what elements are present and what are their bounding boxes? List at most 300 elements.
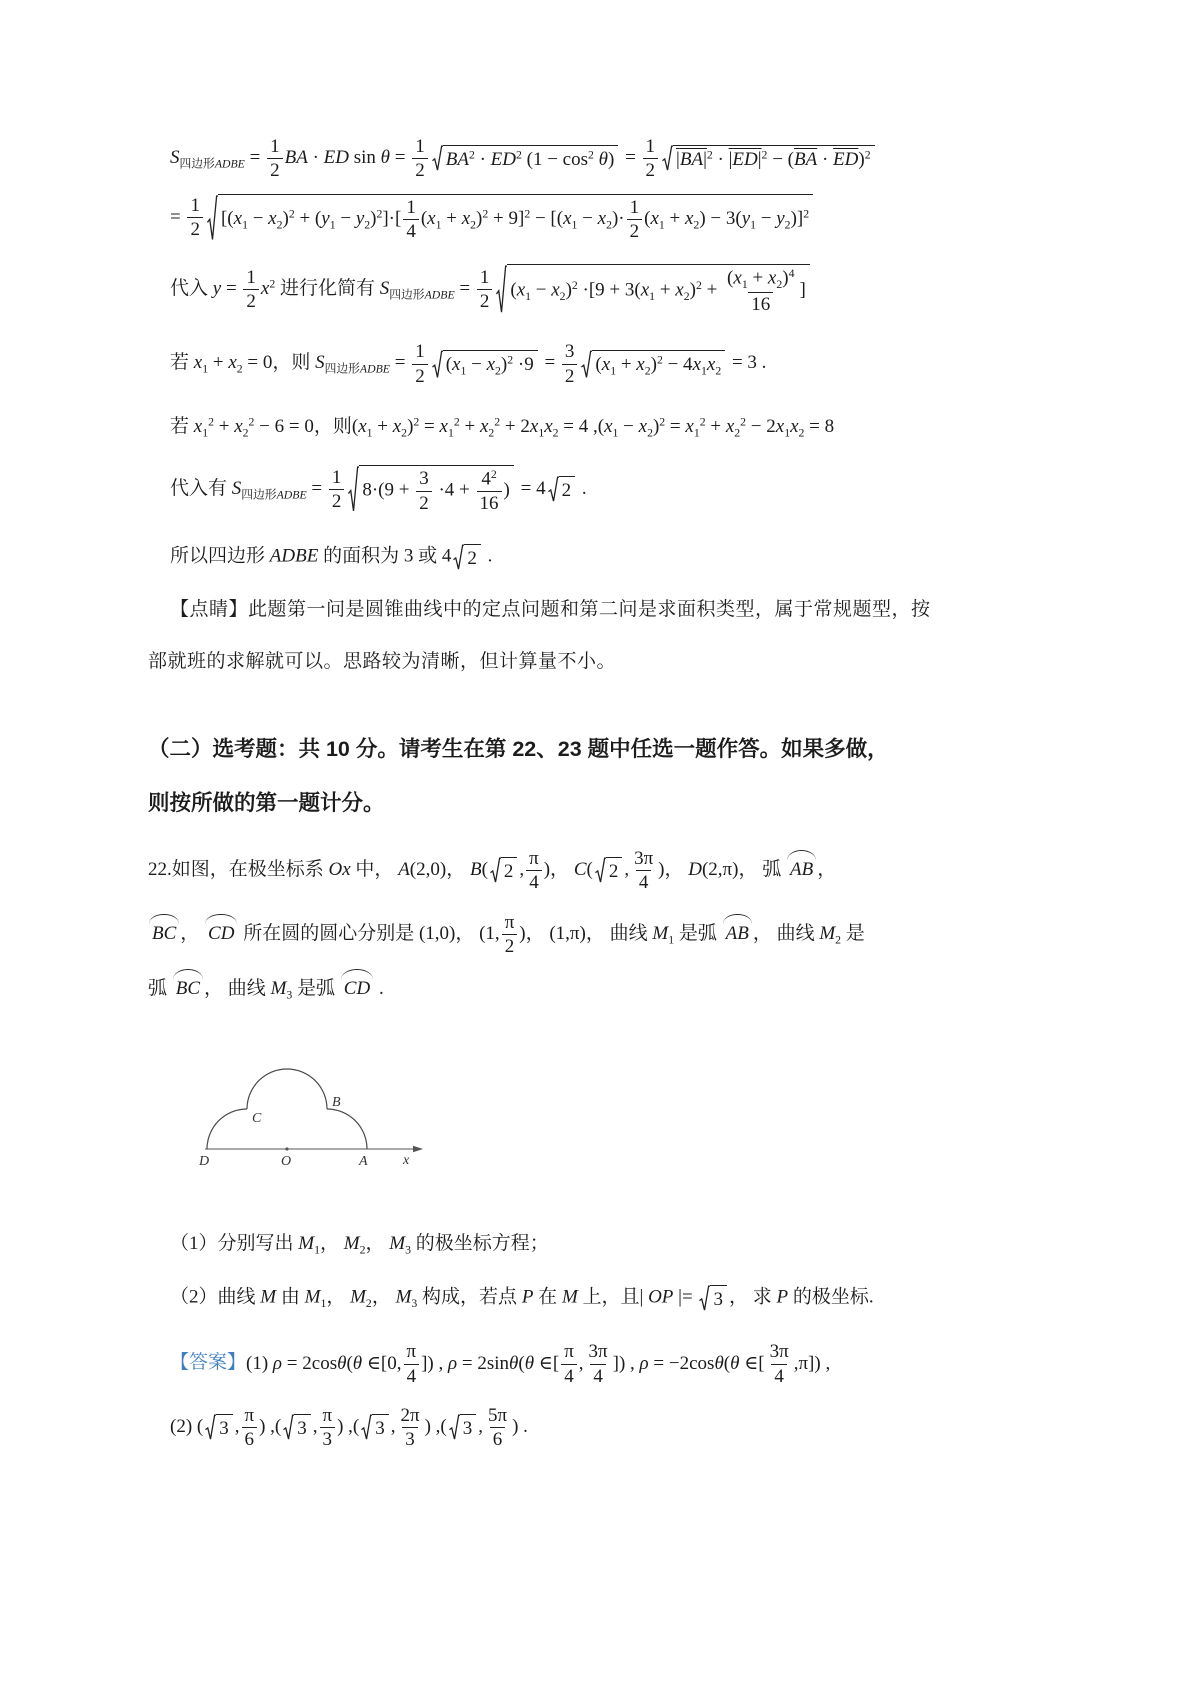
math-text: −: [618, 415, 639, 437]
formula-area-expansion-1: [170, 136, 1080, 182]
math-superscript: 2: [695, 279, 702, 293]
math-var: P: [776, 1286, 789, 1308]
math-text: = 2cos: [282, 1352, 338, 1374]
math-superscript: 2: [515, 148, 522, 162]
math-var: BA: [284, 147, 308, 169]
arc-m3-cd: [207, 1109, 247, 1149]
math-var: x: [260, 278, 270, 300]
label-d: D: [199, 1154, 210, 1170]
math-text: + 9]: [488, 207, 525, 229]
math-text: (: [481, 859, 488, 881]
math-text: ，: [319, 1233, 344, 1255]
radical-sign-icon: [432, 350, 443, 379]
math-superscript: 2: [490, 468, 497, 482]
math-text: 是弧: [292, 978, 340, 1000]
math-text: 若: [170, 415, 194, 437]
arc-m2-bc: [247, 1069, 327, 1109]
math-var: x: [268, 207, 277, 229]
math-text: =: [620, 147, 641, 169]
math-sqrt: [595, 857, 623, 884]
fraction-denominator: 4: [526, 870, 542, 893]
math-var: θ: [380, 147, 390, 169]
math-sqrt: [283, 1414, 311, 1441]
math-fraction: [526, 848, 542, 894]
math-var: θ: [337, 1352, 347, 1374]
math-text: +: [747, 267, 768, 289]
math-text: ,: [578, 1352, 584, 1374]
math-text: (: [518, 1352, 525, 1374]
math-subscript: 2: [236, 363, 243, 377]
label-o: O: [281, 1154, 292, 1170]
math-subscript: 2: [647, 426, 653, 440]
math-text: =: [539, 352, 560, 374]
math-subscript: 1: [571, 218, 578, 232]
math-text: ，: [180, 922, 205, 944]
math-var: x: [427, 207, 436, 229]
math-text: |: [757, 149, 762, 171]
math-text: )，: [658, 859, 689, 881]
math-superscript: 2: [413, 415, 420, 429]
math-subscript: 2: [552, 426, 559, 440]
math-subscript: 3: [405, 1243, 411, 1257]
math-var: S: [170, 147, 180, 169]
radical-sign-icon: [662, 145, 673, 172]
math-superscript: 2: [571, 279, 578, 293]
math-text: ，: [371, 1286, 396, 1308]
math-arc-hat: [206, 922, 236, 946]
fraction-numerator: 2π: [400, 1404, 420, 1426]
polar-figure-wrap: [175, 1049, 1080, 1180]
math-text: 由: [276, 1286, 305, 1308]
math-subscript: 1: [784, 426, 791, 440]
math-var: x: [767, 267, 777, 289]
math-var: CD: [208, 922, 235, 944]
math-fraction: [404, 1341, 420, 1387]
formula-substitute-result: [170, 465, 1080, 514]
fraction-denominator: 4: [561, 1364, 577, 1387]
math-text: )·: [611, 207, 625, 229]
math-text: 若: [170, 352, 194, 374]
math-var: ADBE: [269, 545, 319, 567]
math-var: A: [398, 859, 410, 881]
math-sqrt: [348, 465, 514, 514]
math-var: ρ: [448, 1352, 458, 1374]
radicand: [359, 465, 514, 514]
math-var: BA: [679, 149, 704, 171]
math-var: x: [638, 415, 648, 437]
math-superscript: 2: [376, 207, 383, 221]
fraction-numerator: π: [564, 1341, 574, 1363]
math-text: ·: [712, 149, 729, 171]
math-var: y: [741, 207, 751, 229]
math-subscript: 2: [776, 278, 783, 291]
math-var: y: [321, 207, 330, 229]
conclusion-line: [170, 544, 1080, 571]
fraction-denominator: 6: [242, 1427, 258, 1450]
math-var: y: [355, 207, 365, 229]
math-fraction: [502, 912, 518, 958]
math-text: =: [454, 278, 475, 300]
math-fraction: [627, 197, 643, 243]
math-sqrt: [662, 145, 875, 172]
math-subscript: 2: [401, 426, 408, 440]
math-fraction: [724, 267, 797, 315]
math-text: ): [282, 207, 289, 229]
math-fraction: [631, 848, 656, 894]
math-sqrt: [699, 1285, 727, 1312]
math-fraction: [243, 267, 259, 313]
math-superscript: 2: [656, 353, 663, 367]
math-text: [(: [220, 207, 234, 229]
math-fraction: [586, 1341, 611, 1387]
math-subscript: 1: [329, 218, 336, 232]
math-var: y: [776, 207, 785, 229]
math-text: 2: [608, 861, 619, 883]
math-superscript: 2: [864, 148, 871, 162]
math-var: θ: [509, 1352, 519, 1374]
math-var: θ: [598, 149, 608, 171]
fraction-denominator: 2: [416, 491, 432, 514]
radical-sign-icon: [595, 857, 606, 884]
math-var: $\overline{ED}$: [833, 149, 859, 171]
math-text: ·[9 + 3(: [577, 279, 641, 301]
math-subscript: 1: [693, 426, 700, 440]
math-text: =: [221, 278, 242, 300]
fraction-numerator: 1: [406, 196, 416, 218]
fraction-numerator: 3π: [588, 1341, 608, 1363]
radical-sign-icon: [283, 1414, 294, 1441]
comment-paragraph-line-1: 【点睛】此题第一问是圆锥曲线中的定点问题和第二问是求面积类型，属于常规题型，按: [170, 598, 931, 620]
math-subscript: [241, 489, 306, 502]
fraction-numerator: π: [322, 1404, 333, 1426]
math-sqrt: [449, 1414, 477, 1441]
math-sqrt: [548, 476, 576, 503]
math-text: ): [500, 353, 508, 375]
math-overline: [794, 149, 817, 170]
math-text: 是: [841, 922, 865, 944]
math-fraction: [241, 1405, 257, 1451]
math-overline: [729, 149, 762, 170]
math-subscript: 1: [750, 218, 757, 232]
math-subscript: 1: [435, 218, 442, 232]
math-fraction: [319, 1405, 335, 1451]
radicand: [294, 1414, 311, 1441]
math-text: (: [346, 1352, 353, 1374]
math-superscript: 2: [803, 207, 810, 221]
fraction-denominator: 4: [590, 1364, 606, 1387]
radical-sign-icon: [548, 476, 559, 503]
fraction-numerator: 3: [564, 341, 575, 363]
fraction-numerator: π: [504, 911, 515, 933]
math-fraction: [477, 468, 502, 514]
math-text: ): [370, 207, 377, 229]
section-heading-line-1: （二）选考题：共 10 分。请考生在第 22、23 题中任选一题作答。如果多做，: [148, 737, 889, 762]
math-var: θ: [352, 1352, 363, 1374]
math-fraction: [416, 468, 432, 514]
answer-tag: 【答案】: [170, 1352, 247, 1374]
math-subscript: [389, 289, 454, 302]
math-superscript: 2: [524, 207, 531, 221]
math-text: − (: [767, 149, 794, 171]
math-subscript: 1: [525, 290, 532, 304]
math-text: (: [723, 1352, 731, 1374]
math-var: x: [563, 207, 572, 229]
math-text: (1 − cos: [521, 149, 588, 171]
math-text: (2) (: [170, 1416, 204, 1438]
math-var: ρ: [272, 1352, 283, 1374]
math-subscript: 2: [683, 290, 690, 304]
math-text: (2,π)， 弧: [701, 859, 786, 881]
math-var: S: [231, 478, 242, 500]
math-subscript: 2: [364, 218, 371, 232]
fraction-numerator: 3π: [769, 1341, 789, 1363]
math-text: .: [374, 978, 384, 1000]
math-var: x: [228, 352, 237, 374]
math-subscript: 3: [411, 1296, 418, 1310]
math-var: x: [601, 353, 611, 375]
problem-22-line-2: [148, 912, 1080, 958]
math-var: x: [234, 415, 243, 437]
math-var: M: [260, 1286, 277, 1308]
math-text: .: [482, 545, 493, 567]
fraction-numerator: 1: [415, 136, 425, 157]
math-text: (: [510, 279, 517, 301]
label-b: B: [332, 1095, 341, 1111]
math-text: ，: [365, 1233, 390, 1255]
math-subscript: 2: [715, 364, 722, 378]
math-text: +: [664, 207, 685, 229]
fraction-denominator: 2: [477, 289, 493, 312]
math-text: − 4: [662, 353, 693, 375]
math-sqrt: [490, 857, 518, 884]
math-text: (1): [246, 1352, 273, 1374]
math-subscript: 2: [835, 933, 842, 947]
math-fraction: [485, 1405, 510, 1451]
math-subscript: 1: [538, 426, 545, 440]
math-text: ): [689, 279, 696, 301]
math-superscript: 2: [482, 207, 489, 221]
fraction-numerator: 3π: [634, 848, 654, 870]
fraction-denominator: 16: [477, 491, 502, 514]
math-fraction: [397, 1405, 422, 1451]
math-text: +: [655, 279, 676, 301]
math-text: ,: [312, 1416, 318, 1438]
radicand: [460, 1414, 477, 1441]
math-var: ED: [323, 147, 349, 169]
math-text: ]) ,: [612, 1352, 640, 1374]
math-var: M: [389, 1233, 406, 1255]
math-text: ) ,(: [259, 1416, 282, 1438]
math-text: = 3 .: [727, 352, 767, 374]
math-text: )]: [790, 207, 804, 229]
math-text: ): [476, 207, 483, 229]
math-text: +: [372, 415, 393, 437]
problem-22-line-3: [148, 977, 1080, 1003]
answer-line-1: [170, 1341, 1080, 1387]
math-sqrt: [432, 350, 538, 379]
math-text: +: [459, 415, 480, 437]
math-arc-hat: [342, 977, 372, 1001]
math-subscript: 2: [488, 426, 495, 440]
math-superscript: 2: [453, 415, 460, 429]
math-text: ]: [799, 279, 806, 301]
math-text: ]·[: [382, 207, 402, 229]
radicand: [443, 350, 538, 379]
label-c: C: [252, 1111, 262, 1127]
math-text: 8·(9 +: [362, 479, 415, 501]
math-subscript: 2: [365, 1296, 372, 1310]
math-var: x: [358, 415, 367, 437]
fraction-numerator: π: [244, 1404, 255, 1426]
math-subscript: 1: [314, 1243, 320, 1257]
math-var: θ: [714, 1352, 724, 1374]
math-text: 3: [462, 1418, 473, 1440]
math-text: −: [247, 207, 269, 229]
label-a: A: [359, 1154, 368, 1170]
math-text: = 4 ,(: [558, 415, 605, 437]
math-text: 的极坐标方程；: [410, 1233, 549, 1255]
math-sqrt: [207, 194, 813, 243]
math-subscript: 1: [447, 426, 454, 440]
math-subscript: 1: [658, 218, 665, 232]
math-var: x: [529, 415, 539, 437]
math-text: ,: [478, 1416, 483, 1438]
math-text: (: [445, 353, 453, 375]
math-var: AB: [789, 859, 814, 881]
math-var: ADBE: [276, 488, 307, 502]
math-var: x: [775, 415, 785, 437]
math-var: x: [479, 415, 489, 437]
radical-sign-icon: [699, 1285, 710, 1312]
math-var: x: [604, 415, 613, 437]
math-text: 是弧: [674, 922, 722, 944]
math-var: x: [733, 267, 742, 289]
fraction-denominator: 2: [627, 219, 643, 242]
section-heading-line-2: 则按所做的第一题计分。: [148, 791, 385, 816]
math-text: )，: [543, 859, 574, 881]
fraction-denominator: 3: [402, 1427, 418, 1450]
math-var: BC: [152, 922, 177, 944]
fraction-numerator: 5π: [487, 1404, 508, 1426]
math-subscript: 1: [242, 218, 248, 232]
radical-sign-icon: [581, 350, 592, 379]
math-superscript: 2: [588, 148, 594, 162]
math-text: =: [170, 206, 186, 228]
math-text: (: [595, 353, 602, 375]
radicand: [443, 145, 619, 172]
math-text: ): [503, 479, 510, 501]
math-var: x: [640, 279, 650, 301]
math-text: 代入有: [170, 478, 232, 500]
math-var: S: [315, 352, 325, 374]
math-var: x: [684, 207, 694, 229]
math-var: y: [212, 278, 222, 300]
math-text: 在: [533, 1286, 562, 1308]
radical-sign-icon: [348, 465, 359, 514]
radical-sign-icon: [490, 857, 501, 884]
math-arc-hat: [174, 977, 202, 1001]
math-text: ·: [307, 147, 324, 169]
radicand: [559, 476, 576, 503]
radicand: [710, 1285, 727, 1312]
question-2-line: [170, 1285, 1080, 1312]
math-text: 四边形: [324, 363, 360, 377]
formula-substitute-simplify: [170, 264, 1080, 315]
math-subscript: 3: [286, 988, 293, 1002]
math-var: ED: [490, 149, 516, 171]
math-text: 代入: [170, 278, 213, 300]
math-var: Ox: [328, 859, 351, 881]
math-text: |: [728, 149, 733, 171]
fraction-denominator: 4: [403, 219, 419, 242]
math-subscript: 1: [649, 290, 656, 304]
math-var: θ: [730, 1352, 740, 1374]
fraction-numerator: 1: [331, 466, 342, 488]
radical-sign-icon: [449, 1414, 460, 1441]
math-overline: [833, 149, 858, 170]
math-fraction: [643, 136, 659, 182]
math-text: ,: [390, 1416, 396, 1438]
fraction-denominator: 2: [243, 289, 259, 312]
math-text: 上，且|: [577, 1286, 649, 1308]
math-text: 四边形: [179, 157, 215, 171]
math-arc-hat: [724, 922, 751, 946]
fraction-numerator: π: [529, 848, 539, 870]
math-subscript: 2: [559, 290, 566, 304]
math-text: 22.如图，在极坐标系: [148, 859, 329, 881]
math-text: ) .: [512, 1416, 528, 1438]
math-var: x: [692, 353, 701, 375]
math-text: +: [208, 352, 229, 374]
fraction-numerator: [724, 267, 797, 292]
problem-22-line-1: [148, 848, 1080, 894]
question-1-line: [170, 1232, 1080, 1258]
math-fraction: [187, 195, 203, 241]
math-sqrt: [581, 350, 725, 379]
math-var: ADBE: [359, 363, 390, 377]
math-text: ): [650, 353, 657, 375]
math-text: ) ,(: [424, 1416, 447, 1438]
math-text: =: [390, 147, 411, 169]
math-sqrt: [453, 544, 481, 571]
math-var: x: [597, 207, 607, 229]
math-fraction: [412, 341, 428, 387]
radicand: [501, 857, 518, 884]
math-var: x: [461, 207, 471, 229]
math-text: −: [577, 207, 598, 229]
fraction-denominator: 16: [748, 292, 773, 315]
math-var: $\overline{BA}$: [793, 149, 818, 171]
math-var: x: [233, 207, 243, 229]
fraction-denominator: 2: [329, 489, 345, 512]
math-text: ): [607, 149, 615, 171]
radicand: [372, 1414, 389, 1441]
formula-area-expansion-2: [170, 194, 1080, 243]
fraction-numerator: 1: [246, 267, 256, 288]
math-text: ，: [326, 1286, 351, 1308]
math-text: −: [531, 279, 552, 301]
fraction-numerator: 1: [190, 195, 200, 217]
math-text: ) ,(: [337, 1416, 360, 1438]
math-text: +: [701, 279, 723, 301]
math-sqrt: [205, 1414, 233, 1441]
math-text: (2,0)，: [409, 859, 470, 881]
fraction-denominator: 2: [412, 364, 428, 387]
math-text: 3: [713, 1288, 723, 1310]
math-text: 的极坐标.: [788, 1286, 874, 1308]
math-text: − [(: [530, 207, 564, 229]
math-var: x: [685, 415, 694, 437]
